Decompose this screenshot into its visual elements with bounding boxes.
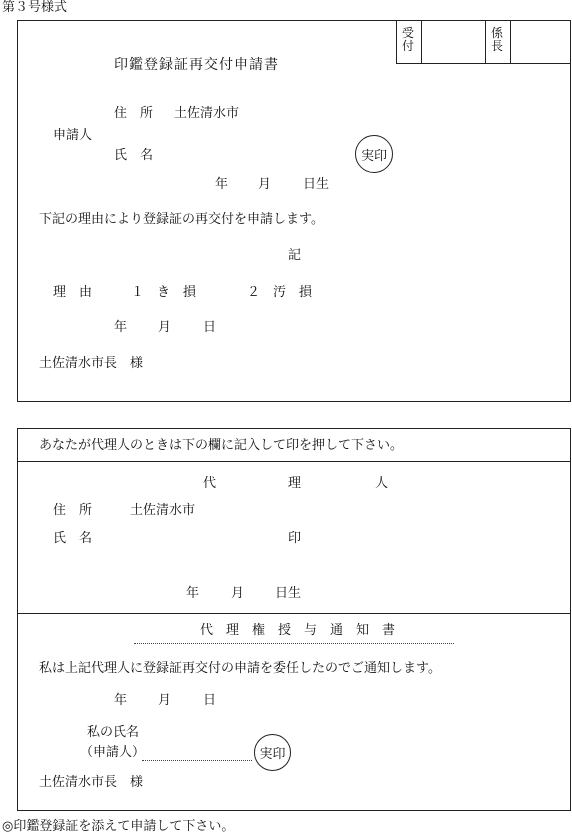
application-form-box — [17, 20, 571, 402]
agent-birth-month-label: 月 — [231, 586, 245, 601]
stamp-box-label-chief: 係長 — [490, 26, 503, 53]
notice-date-year-label: 年 — [114, 693, 128, 708]
proxy-instruction: あなたが代理人のときは下の欄に記入して印を押して下さい。 — [39, 438, 404, 453]
stamp-field-reception[interactable] — [422, 21, 484, 62]
addressee: 土佐清水市長 様 — [39, 356, 144, 371]
form-title: 印鑑登録証再交付申請書 — [114, 57, 279, 73]
agent-heading-char: 人 — [375, 476, 389, 491]
footer-note: ◎印鑑登録証を添えて申請して下さい。 — [2, 819, 235, 834]
date-day-label: 日 — [203, 320, 217, 335]
agent-name-label: 氏 名 — [53, 531, 93, 546]
my-name-field[interactable] — [142, 742, 252, 760]
birth-month-label: 月 — [258, 177, 272, 192]
application-statement: 下記の理由により登録証の再交付を申請します。 — [39, 212, 324, 227]
stamp-box-label-reception: 受付 — [401, 26, 414, 53]
agent-birth-day-label: 日生 — [275, 586, 302, 601]
notice-title-underline — [134, 643, 454, 644]
form-number: 第３号様式 — [2, 0, 68, 15]
stamp-box-bottom-line — [396, 63, 571, 64]
notice-date-day-label: 日 — [203, 693, 217, 708]
agent-address-label: 住 所 — [53, 503, 93, 518]
stamp-box-divider — [396, 20, 397, 63]
my-name-label: 私の氏名 — [87, 725, 140, 740]
my-name-dotted-line — [142, 760, 252, 761]
applicant-paren-label: （申請人） — [80, 745, 146, 760]
ki-heading: 記 — [288, 248, 302, 263]
notice-statement: 私は上記代理人に登録証再交付の申請を委任したのでご通知します。 — [39, 661, 441, 676]
stamp-box-divider — [485, 20, 486, 63]
address-label: 住 所 — [114, 106, 154, 121]
notice-jitsuin-seal-mark: 実印 — [254, 734, 291, 771]
agent-heading-char: 理 — [288, 476, 302, 491]
notice-title: 代 理 権 授 与 通 知 書 — [200, 623, 396, 638]
agent-heading-char: 代 — [203, 476, 217, 491]
applicant-label: 申請人 — [53, 128, 93, 143]
reason-option-soiled[interactable]: ２ 汚 損 — [247, 285, 313, 300]
agent-address-value[interactable]: 土佐清水市 — [130, 503, 196, 518]
name-label: 氏 名 — [114, 148, 154, 163]
reason-option-damaged[interactable]: １ き 損 — [131, 285, 197, 300]
jitsuin-seal-mark: 実印 — [355, 135, 393, 173]
notice-addressee: 土佐清水市長 様 — [39, 775, 144, 790]
date-year-label: 年 — [114, 320, 128, 335]
birth-day-label: 日生 — [303, 177, 330, 192]
birth-year-label: 年 — [215, 177, 229, 192]
reason-label: 理 由 — [53, 285, 93, 300]
agent-seal-mark: 印 — [288, 531, 302, 546]
date-month-label: 月 — [158, 320, 172, 335]
stamp-field-chief[interactable] — [511, 21, 570, 62]
notice-divider — [17, 613, 571, 614]
agent-name-field[interactable] — [130, 527, 280, 549]
name-field[interactable] — [174, 143, 344, 167]
address-value[interactable]: 土佐清水市 — [174, 106, 240, 121]
notice-date-month-label: 月 — [158, 693, 172, 708]
proxy-header-divider — [17, 461, 571, 462]
agent-birth-year-label: 年 — [186, 586, 200, 601]
